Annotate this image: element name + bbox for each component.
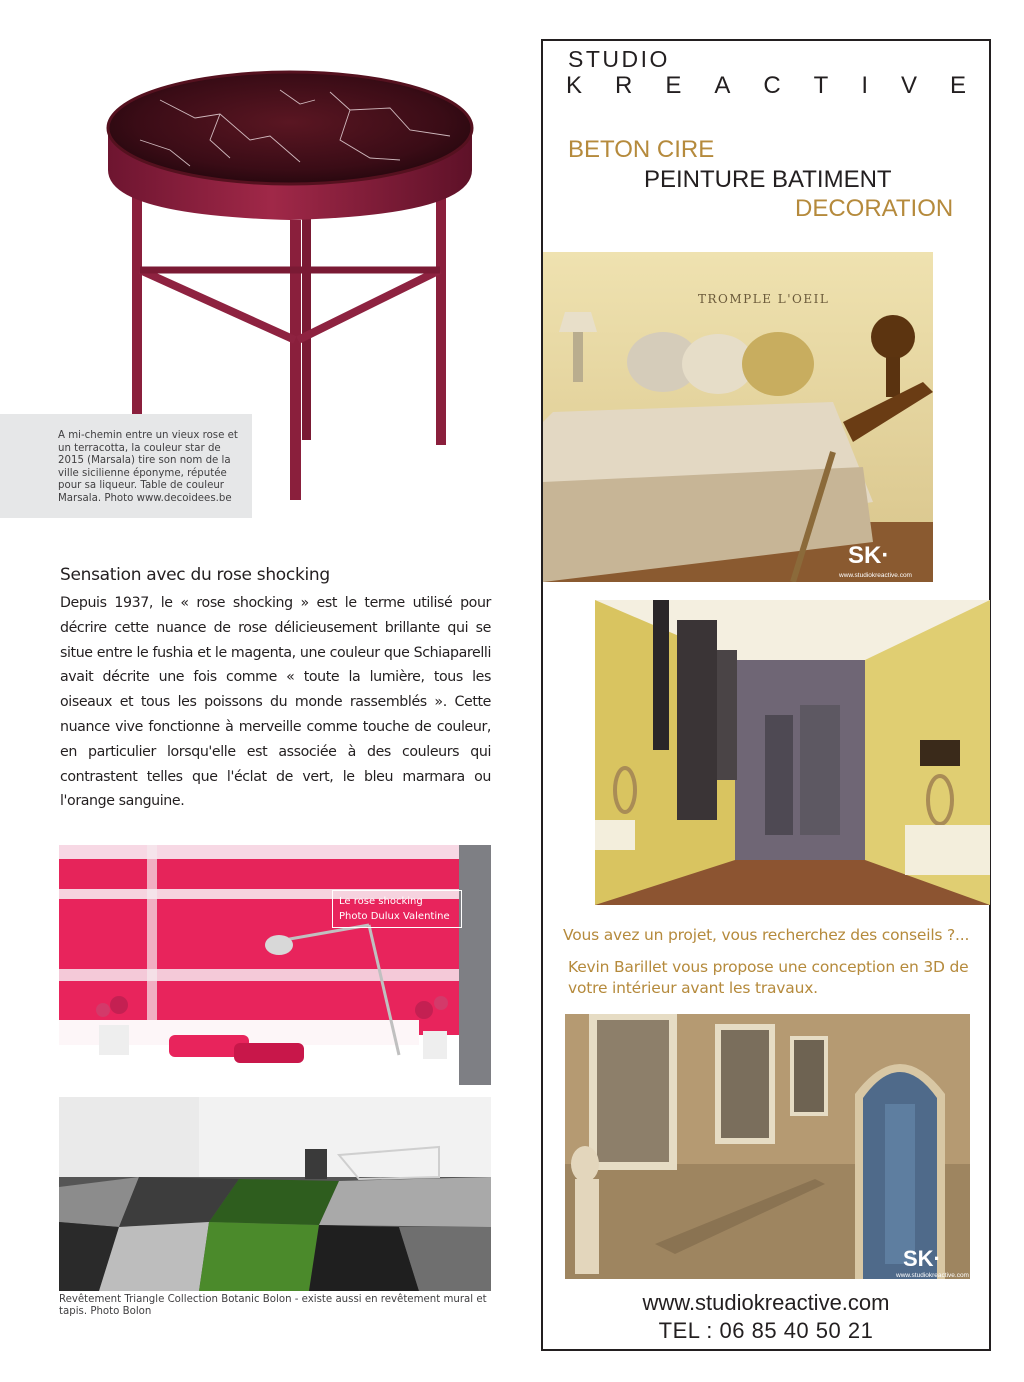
- brand-name-kreactive: [566, 72, 966, 100]
- trompe-loeil-bedroom-photo: [543, 252, 933, 582]
- arch-corridor-photo: [565, 1014, 970, 1279]
- trompe-loeil-label: TROMPLE L'OEIL: [698, 292, 830, 306]
- brand-letter: A: [714, 72, 731, 99]
- sk-logo: SK·: [848, 542, 890, 569]
- article-title: Sensation avec du rose shocking: [60, 565, 330, 585]
- sk-logo-url-2: www.studiokreactive.com: [896, 1272, 969, 1279]
- triangle-carpet-photo: [59, 1097, 491, 1291]
- hallway-photo: [595, 600, 990, 905]
- brand-letter: E: [949, 72, 966, 99]
- website-url[interactable]: www.studiokreactive.com: [642, 1290, 890, 1315]
- brand-letter: E: [665, 72, 682, 99]
- service-decoration: DECORATION: [795, 195, 954, 222]
- brand-letter: K: [566, 72, 583, 99]
- brand-name-studio: STUDIO: [568, 46, 670, 72]
- pink-caption-line1: Le rose shocking: [339, 896, 423, 907]
- phone-number[interactable]: TEL : 06 85 40 50 21: [658, 1318, 874, 1343]
- sk-logo-url: www.studiokreactive.com: [839, 572, 912, 579]
- pink-photo-caption: [332, 890, 462, 928]
- pink-caption-line2: Photo Dulux Valentine: [339, 911, 450, 922]
- brand-letter: V: [900, 72, 917, 99]
- service-peinture-batiment: PEINTURE BATIMENT: [644, 166, 892, 193]
- project-pitch: Kevin Barillet vous propose une conception en 3D de votre intérieur avant les travaux.: [568, 958, 969, 997]
- brand-letter: R: [615, 72, 633, 99]
- brand-letter: C: [763, 72, 781, 99]
- sk-logo-2: SK·: [903, 1246, 941, 1271]
- project-question: Vous avez un projet, vous recherchez des conseils ?...: [563, 926, 970, 944]
- carpet-caption: Revêtement Triangle Collection Botanic Bolon - existe aussi en revêtement mural et tapis. Photo Bolon: [59, 1294, 487, 1317]
- pink-bedroom-photo: [59, 845, 491, 1085]
- service-beton-cire: BETON CIRE: [568, 136, 715, 163]
- table-caption: A mi-chemin entre un vieux rose et un terracotta, la couleur star de 2015 (Marsala) tire son nom de la ville sicilienne éponyme, réputée pour sa liqueur. Table de couleur Marsala. Photo www.decoidees.be: [58, 430, 238, 504]
- brand-letter: T: [813, 72, 829, 99]
- article-body: Depuis 1937, le « rose shocking » est le terme utilisé pour décrire cette nuance de rose délicieusement brillante qui se situe entre le fushia et le magenta, une couleur que Schiaparelli avait décrite une fois comme « toute la lumière, tous les oiseaux et tous les poissons du monde rassemblés ». Cette nuance vive fonctionne à merveille comme touche de couleur, en particulier lorsqu'elle est associée à des couleurs qui contrastent telles que l'éclat de vert, le bleu marmara ou l'orange sanguine.: [60, 595, 491, 810]
- table-caption-box: [0, 414, 252, 518]
- brand-letter: I: [861, 72, 868, 99]
